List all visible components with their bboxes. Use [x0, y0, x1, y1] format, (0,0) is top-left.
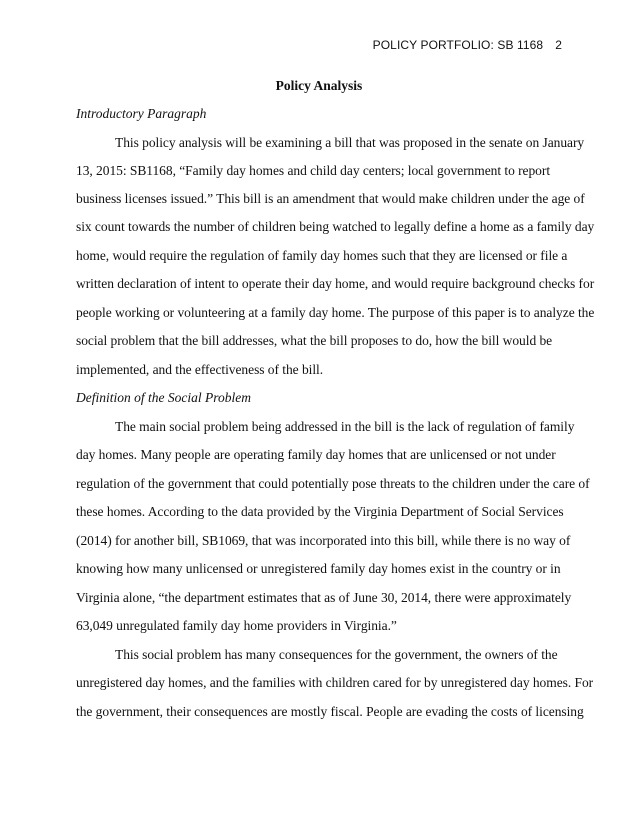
- text-line: the government, their consequences are mostly fiscal. People are evading the costs of licensing: [76, 704, 584, 719]
- text-line: day homes. Many people are operating family day homes that are unlicensed or not under: [76, 447, 556, 462]
- text-line: business licenses issued.” This bill is an amendment that would make children under the age of: [76, 191, 585, 206]
- text-line: regulation of the government that could potentially pose threats to the children under the care of: [76, 476, 590, 491]
- text-line: This social problem has many consequences for the government, the owners of the: [115, 647, 558, 662]
- text-line: home, would require the regulation of family day homes such that they are licensed or file a: [76, 248, 568, 263]
- text-line: unregistered day homes, and the families with children cared for by unregistered day homes. For: [76, 675, 594, 690]
- section-heading-definition-of-the-social-problem: Definition of the Social Problem: [76, 390, 251, 405]
- text-line: social problem that the bill addresses, what the bill proposes to do, how the bill would be: [76, 333, 553, 348]
- page-number: 2: [555, 38, 562, 52]
- text-line: The main social problem being addressed in the bill is the lack of regulation of family: [115, 419, 575, 434]
- running-head-title: POLICY PORTFOLIO: SB 1168: [372, 38, 544, 52]
- text-line: these homes. According to the data provided by the Virginia Department of Social Services: [76, 504, 564, 519]
- section-heading-introductory-paragraph: Introductory Paragraph: [76, 106, 207, 121]
- text-line: (2014) for another bill, SB1069, that was incorporated into this bill, while there is no way of: [76, 533, 571, 548]
- text-line: Virginia alone, “the department estimates that as of June 30, 2014, there were approximately: [76, 590, 572, 605]
- running-head: [373, 38, 562, 52]
- text-line: implemented, and the effectiveness of the bill.: [76, 362, 324, 377]
- text-line: This policy analysis will be examining a bill that was proposed in the senate on January: [115, 135, 585, 150]
- text-line: written declaration of intent to operate their day home, and would require background checks for: [76, 276, 595, 291]
- text-line: knowing how many unlicensed or unregistered family day homes exist in the country or in: [76, 561, 561, 576]
- page-title: Policy Analysis: [275, 78, 363, 93]
- text-line: 63,049 unregulated family day home providers in Virginia.”: [76, 618, 397, 633]
- text-line: six count towards the number of children being watched to legally define a home as a family day: [76, 219, 595, 234]
- text-line: 13, 2015: SB1168, “Family day homes and child day centers; local government to report: [76, 163, 551, 178]
- text-line: people working or volunteering at a family day home. The purpose of this paper is to analyze the: [76, 305, 595, 320]
